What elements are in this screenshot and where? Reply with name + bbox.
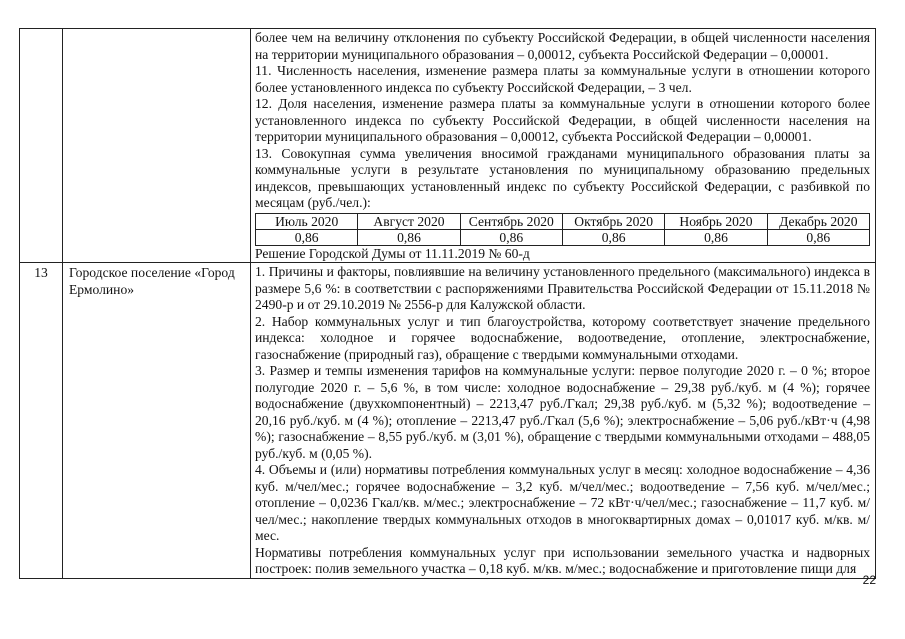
- month-cell: Сентябрь 2020: [460, 213, 562, 229]
- municipality-name: [63, 29, 251, 263]
- month-cell: Октябрь 2020: [562, 213, 664, 229]
- paragraph: Нормативы потребления коммунальных услуг при использовании земельного участка и надворных построек: полив земельного участка – 0,18 куб. м/кв. м/мес.; водоснабжение и приготовление пищи для: [255, 544, 870, 576]
- paragraph: 3. Размер и темпы изменения тарифов на коммунальные услуги: первое полугодие 2020 г. – 0 %; второе полугодие 2020 г. – 5,6 %, в том числе: холодное водоснабжение – 29,38 руб./куб. м (4 %); горячее водоснабжение (двухкомпонентный) – 2213,47 руб./Гкал; 29,38 руб./куб. м (5,32 %); водоотведение – 20,16 руб./куб. м (4 %); отопление – 2213,47 руб./Гкал (5,6 %); электроснабжение – 5,06 руб./кВт·ч (4,98 %); газоснабжение – 8,55 руб./куб. м (3,01 %), обращение с твердыми коммунальными отходами – 488,05 руб./куб. м (0,05 %).: [255, 363, 870, 461]
- row-content: [251, 263, 876, 579]
- paragraph: 4. Объемы и (или) нормативы потребления коммунальных услуг в месяц: холодное водоснабжение – 4,36 куб. м/чел/мес.; горячее водоснабжение – 3,2 куб. м/чел/мес.; водоотведение – 7,56 куб. м/чел/мес.; отопление – 0,0236 Гкал/кв. м/мес.; электроснабжение – 72 кВт·ч/чел/мес.; газоснабжение – 11,7 куб. м/чел/мес.; накопление твердых коммунальных отходов в многоквартирных домах – 0,01017 куб. м/кв. м/мес.: [255, 462, 870, 543]
- page-number: 22: [862, 573, 876, 587]
- value-cell: 0,86: [460, 229, 562, 245]
- value-cell: 0,86: [665, 229, 767, 245]
- table-row: [20, 29, 876, 263]
- decision-text: Решение Городской Думы от 11.11.2019 № 60-д: [255, 245, 530, 261]
- paragraph: 1. Причины и факторы, повлиявшие на величину установленного предельного (максимального) индекса в размере 5,6 %: в соответствии с распоряжениями Правительства Российской Федерации от 15.11.2018 № 2490-р и от 29.10.2019 № 2556-р для Калужской области.: [255, 264, 870, 312]
- row-number: [20, 29, 63, 263]
- paragraph: 13. Совокупная сумма увеличения вносимой гражданами муниципального образования платы за коммунальные услуги в результате установления по муниципальному образованию предельных индексов, превышающих установленный индекс по субъекту Российской Федерации, с разбивкой по месяцам (руб./чел.):: [255, 145, 870, 210]
- month-cell: Июль 2020: [256, 213, 358, 229]
- values-row: [256, 229, 870, 245]
- row-number: 13: [20, 263, 63, 579]
- month-cell: Декабрь 2020: [767, 213, 869, 229]
- table-row: [20, 263, 876, 579]
- value-cell: 0,86: [256, 229, 358, 245]
- month-cell: Август 2020: [358, 213, 460, 229]
- data-table: [19, 28, 876, 579]
- paragraph: 11. Численность населения, изменение размера платы за коммунальные услуги в отношении которого более установленного индекса по субъекту Российской Федерации, – 3 чел.: [255, 63, 870, 95]
- value-cell: 0,86: [562, 229, 664, 245]
- value-cell: 0,86: [767, 229, 869, 245]
- monthly-table: [255, 213, 870, 246]
- value-cell: 0,86: [358, 229, 460, 245]
- paragraph: 12. Доля населения, изменение размера платы за коммунальные услуги в отношении которого более установленного индекса по субъекту Российской Федерации, в общей численности населения на территории муниципального образования – 0,00012, субъекта Российской Федерации – 0,00001.: [255, 96, 870, 144]
- months-header-row: [256, 213, 870, 229]
- paragraph: более чем на величину отклонения по субъекту Российской Федерации, в общей численности населения на территории муниципального образования – 0,00012, субъекта Российской Федерации – 0,00001.: [255, 30, 870, 62]
- row-content: [251, 29, 876, 263]
- document-page: [19, 28, 876, 579]
- municipality-name: Городское поселение «Город Ермолино»: [63, 263, 251, 579]
- paragraph: 2. Набор коммунальных услуг и тип благоустройства, которому соответствует значение предельного индекса: холодное и горячее водоснабжение, водоотведение, отопление, электроснабжение, газоснабжение (природный газ), обращение с твердыми коммунальными отходами.: [255, 313, 870, 362]
- month-cell: Ноябрь 2020: [665, 213, 767, 229]
